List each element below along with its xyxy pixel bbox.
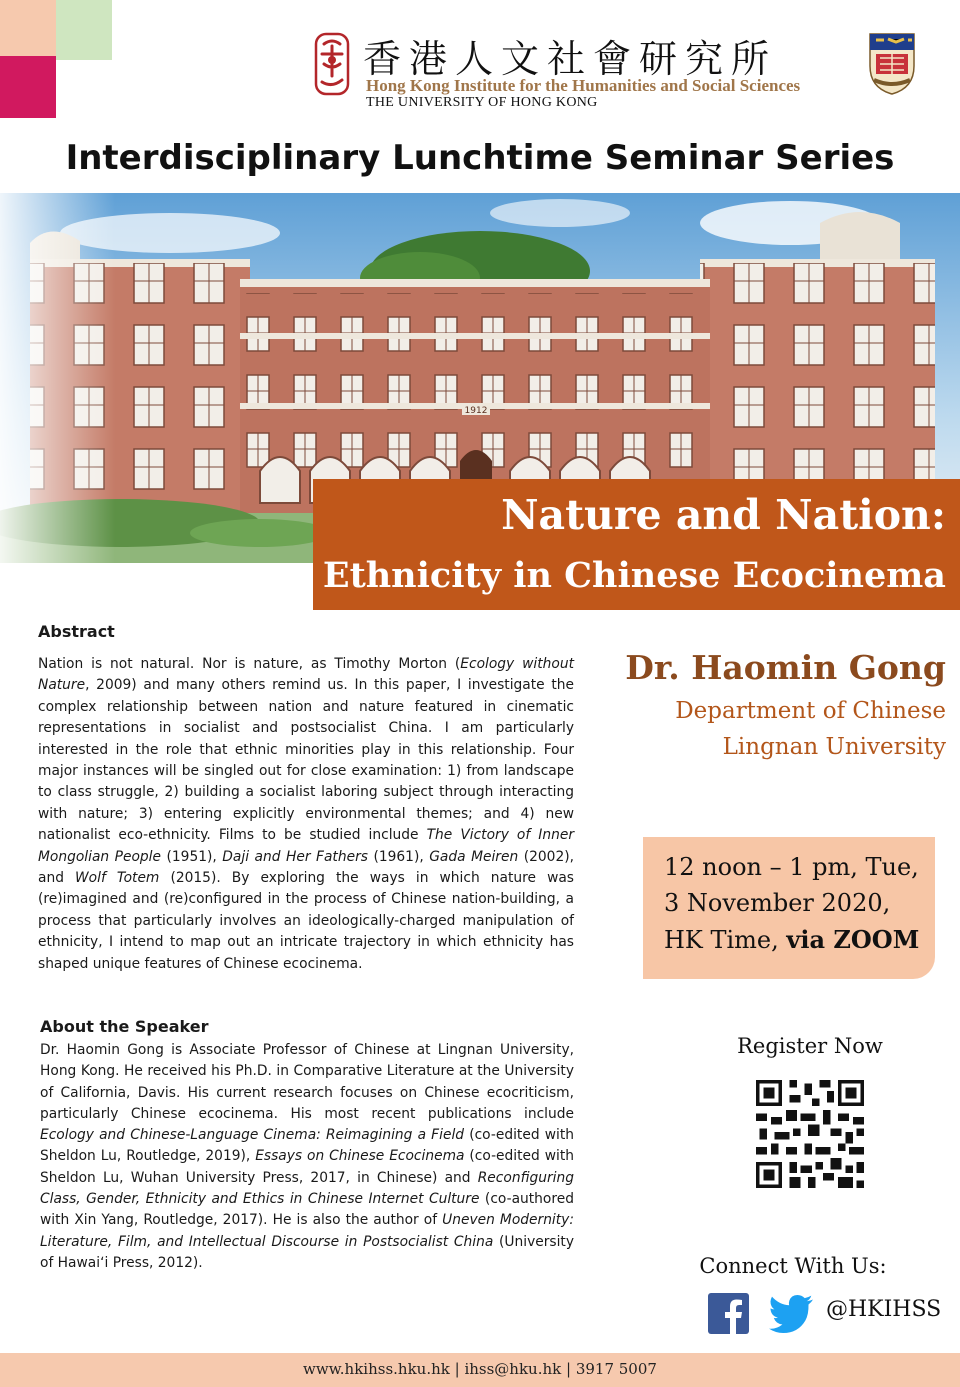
institute-name-chinese: 香港人文社會研究所 [363, 37, 778, 81]
registration-qr-code[interactable] [756, 1080, 864, 1188]
abstract-heading: Abstract [38, 622, 115, 641]
decorative-square-magenta [0, 56, 56, 118]
seminar-series-title: Interdisciplinary Lunchtime Seminar Series [65, 138, 895, 178]
register-now-label: Register Now [737, 1034, 883, 1058]
about-speaker-text: Dr. Haomin Gong is Associate Professor of Chinese at Lingnan University, Hong Kong. He received his Ph.D. in Comparative Literature at the University of California, Davis. His current research focuses on Chinese ecocriticism, particularly Chinese ecocinema. His most recent publications include Ecology and Chinese-Language Cinema: Reimagining a Field (co-edited with Sheldon Lu, Routledge, 2019), Essays on Chinese Ecocinema (co-edited with Sheldon Lu, Wuhan University Press, 2017, in Chinese) and Reconfiguring Class, Gender, Ethnicity and Ethics in Chinese Internet Culture (co-authored with Xin Yang, Routledge, 2017). He is also the author of Uneven Modernity: Literature, Film, and Intellectual Discourse in Postsocialist China (University of Hawaiʻi Press, 2012). [40, 1042, 575, 1271]
connect-with-us-label: Connect With Us: [699, 1254, 887, 1278]
speaker-name: Dr. Haomin Gong [625, 648, 946, 687]
speaker-department: Department of Chinese [675, 698, 946, 724]
social-handle: @HKIHSS [826, 1297, 942, 1322]
schedule-date: 3 November 2020, [664, 889, 891, 917]
institute-name-english: Hong Kong Institute for the Humanities and Social Sciences [366, 76, 801, 95]
decorative-square-green [56, 0, 112, 60]
decorative-square-peach [0, 0, 56, 56]
talk-title: Nature and Nation: [501, 491, 946, 539]
speaker-university: Lingnan University [722, 734, 946, 760]
twitter-icon[interactable] [769, 1295, 813, 1333]
about-speaker-heading: About the Speaker [40, 1017, 209, 1036]
schedule-location [664, 925, 919, 954]
schedule-timezone: HK Time, [664, 926, 787, 954]
hku-crest-logo [866, 30, 918, 96]
university-name: THE UNIVERSITY OF HONG KONG [366, 95, 598, 110]
schedule-time: 12 noon – 1 pm, Tue, [664, 853, 919, 881]
talk-subtitle: Ethnicity in Chinese Ecocinema [322, 555, 946, 596]
footer-contact: www.hkihss.hku.hk | ihss@hku.hk | 3917 5007 [303, 1360, 657, 1378]
abstract-text: Nation is not natural. Nor is nature, as Timothy Morton (Ecology without Nature, 2009) and many others remind us. In this paper, I investigate the complex relationship between nation and nature featured in cinematic representations in socialist and postsocialist China. I am particularly interested in the role that ethnic minorities play in this relationship. Four major instances will be singled out for close examination: 1) from landscape to class struggle, 2) building a socialist laboring subject through interacting with nature; 3) entering explicitly environmental themes; and 4) new nationalist eco-ethnicity. Films to be studied include The Victory of Inner Mongolian People (1951), Daji and Her Fathers (1961), Gada Meiren (2002), and Wolf Totem (2015). By exploring the ways in which nature was (re)imagined and (re)configured in the process of Chinese nation-building, a process that particularly involves an ideologically-charged manipulation of ethnicity, I intend to map out an intricate trajectory in which ethnicity has shaped unique features of Chinese ecocinema. [38, 656, 574, 972]
institute-seal-logo [310, 30, 354, 98]
facebook-icon[interactable] [708, 1293, 749, 1334]
schedule-via-zoom: via ZOOM [786, 925, 920, 954]
